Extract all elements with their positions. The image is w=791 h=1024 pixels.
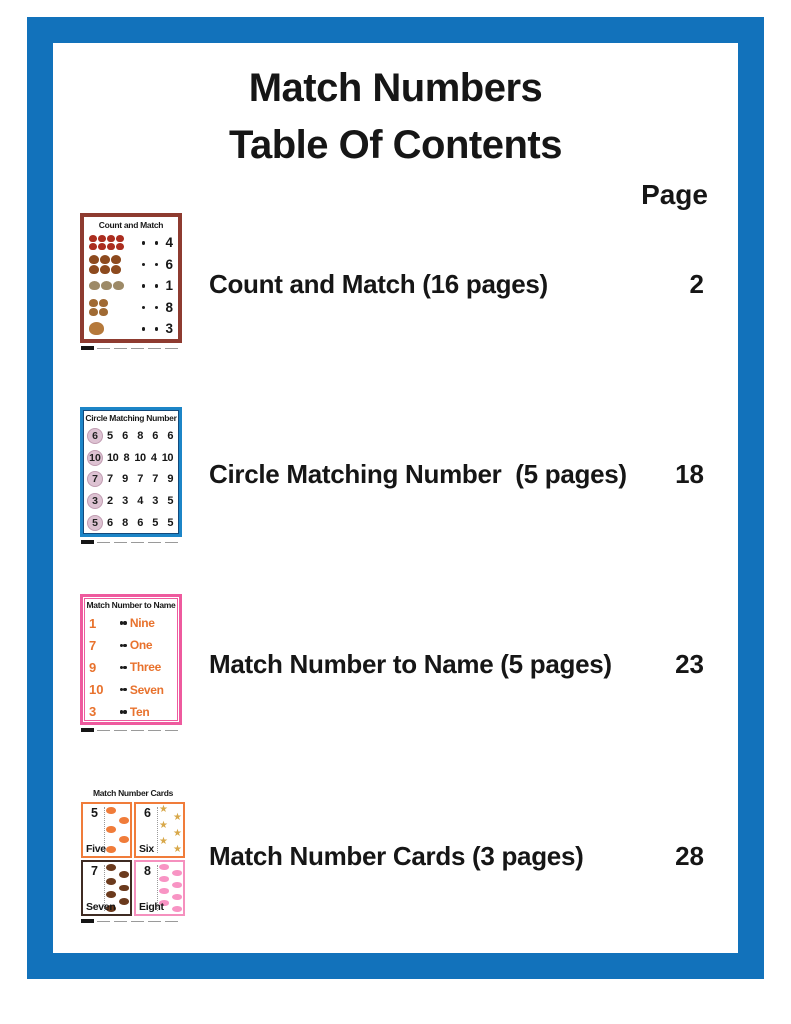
worksheet-row xyxy=(83,447,179,469)
worksheet-footer-strip xyxy=(80,346,182,350)
toc-entry-count-and-match: Count and Match (16 pages) xyxy=(209,269,548,299)
ladybug-icon xyxy=(89,235,97,242)
target-number-circle: 10 xyxy=(87,450,103,466)
page-title-line1: Match Numbers xyxy=(248,66,543,110)
teapot-icon xyxy=(99,308,108,316)
worksheet-row xyxy=(83,701,179,723)
row-number-group xyxy=(89,682,123,697)
row-name-group xyxy=(123,705,173,719)
fish-icon xyxy=(172,870,182,876)
page-column-header: Page xyxy=(641,179,708,210)
worksheet-row xyxy=(84,275,178,297)
option-number: 5 xyxy=(107,429,113,442)
hedgehog-icon xyxy=(106,891,116,898)
worksheet-footer-strip xyxy=(80,540,182,544)
row-answer-group xyxy=(155,235,173,250)
item-cluster xyxy=(89,281,125,290)
toc-entry-match-number-to-name: Match Number to Name (5 pages) xyxy=(209,649,612,679)
star-icon: ★ xyxy=(173,812,182,823)
worksheet-row xyxy=(83,612,179,634)
hedgehog-icon xyxy=(119,871,129,878)
number-label: 3 xyxy=(89,704,97,720)
number-options xyxy=(107,517,175,529)
worksheet-title: Circle Matching Number xyxy=(85,413,177,423)
hen-icon xyxy=(111,265,121,274)
option-number: 8 xyxy=(123,451,130,464)
circle-matching-number-rows xyxy=(83,425,179,534)
number-name-label: Nine xyxy=(129,616,155,631)
worksheet-row xyxy=(83,512,179,534)
page-title-line2: Table Of Contents xyxy=(229,123,562,167)
ladybug-icon xyxy=(116,235,124,242)
row-number-group xyxy=(89,660,123,675)
option-number: 9 xyxy=(167,473,173,486)
option-number: 4 xyxy=(150,451,157,464)
hen-icon xyxy=(89,265,99,274)
barrel-icon xyxy=(101,281,112,290)
target-number-circle: 6 xyxy=(87,428,103,444)
ladybug-icon xyxy=(89,243,97,250)
ladybug-icon xyxy=(98,243,106,250)
toc-page-number-match-number-to-name: 23 xyxy=(675,649,704,679)
match-dot xyxy=(142,241,146,245)
option-number: 6 xyxy=(167,429,173,442)
row-name-group xyxy=(123,616,173,630)
target-number-circle: 5 xyxy=(87,515,103,531)
ladybug-icon xyxy=(107,243,115,250)
row-name-group xyxy=(123,683,173,697)
option-number: 6 xyxy=(137,517,143,530)
match-number-to-name-worksheet-preview xyxy=(80,594,182,725)
card-word-label: Six xyxy=(139,843,154,855)
worksheet-row xyxy=(83,490,179,512)
option-number: 5 xyxy=(167,495,173,508)
ladybug-icon xyxy=(98,235,106,242)
hedgehog-icon xyxy=(106,878,116,885)
barrel-icon xyxy=(89,281,100,290)
number-label: 7 xyxy=(89,637,97,653)
fish-icon xyxy=(172,882,182,888)
toc-entry-circle-matching-number: Circle Matching Number (5 pages) xyxy=(209,459,627,489)
thumbnail-circle-matching-number xyxy=(80,407,186,544)
hedgehog-icon xyxy=(119,885,129,892)
hen-icon xyxy=(89,255,99,264)
option-number: 2 xyxy=(107,495,113,508)
match-dot xyxy=(123,621,127,625)
match-dot xyxy=(123,644,127,648)
option-number: 7 xyxy=(152,473,158,486)
match-dot xyxy=(142,306,146,310)
circle-matching-number-worksheet-preview xyxy=(80,407,182,537)
card-number-label: 8 xyxy=(144,864,151,878)
option-number: 10 xyxy=(107,451,119,464)
thumbnail-count-and-match xyxy=(80,213,186,350)
fish-icon xyxy=(172,906,182,912)
fish-icon xyxy=(119,836,129,843)
worksheet-row xyxy=(84,297,178,319)
answer-number: 3 xyxy=(165,321,173,337)
answer-number: 4 xyxy=(165,235,173,251)
fish-icon xyxy=(106,826,116,833)
worksheet-row xyxy=(83,656,179,678)
worksheet-footer-strip xyxy=(80,919,182,923)
worksheet-row xyxy=(83,679,179,701)
option-number: 6 xyxy=(152,429,158,442)
row-number-group xyxy=(89,616,123,631)
worksheet-row xyxy=(83,425,179,447)
number-options xyxy=(107,473,175,485)
fish-icon xyxy=(106,807,116,814)
row-items-group xyxy=(89,255,145,274)
row-items-group xyxy=(89,235,145,250)
number-name-label: Seven xyxy=(129,682,164,697)
item-cluster xyxy=(89,255,122,274)
ladybug-icon xyxy=(107,235,115,242)
count-and-match-rows xyxy=(84,232,178,340)
toc-entry-match-number-cards: Match Number Cards (3 pages) xyxy=(209,841,584,871)
worksheet-title: Match Number Cards xyxy=(92,788,174,798)
target-number-circle: 3 xyxy=(87,493,103,509)
match-number-cards-worksheet-preview xyxy=(80,787,186,916)
match-number-cards-grid xyxy=(80,802,186,916)
thumbnail-match-number-cards xyxy=(80,787,186,923)
worksheet-title: Match Number to Name xyxy=(86,600,176,610)
row-number-group xyxy=(89,704,123,719)
hedgehog-icon xyxy=(106,864,116,871)
option-number: 5 xyxy=(152,517,158,530)
number-options xyxy=(107,430,175,442)
worksheet-title: Count and Match xyxy=(98,220,164,230)
barrel-icon xyxy=(113,281,124,290)
answer-number: 8 xyxy=(165,299,173,315)
option-number: 3 xyxy=(152,495,158,508)
fish-icon xyxy=(172,894,182,900)
card-item-cluster xyxy=(159,806,182,854)
card-item-cluster xyxy=(106,806,129,854)
number-name-label: Ten xyxy=(129,704,150,719)
toc-page-number-match-number-cards: 28 xyxy=(675,841,704,871)
card-word-label: Seven xyxy=(86,901,116,913)
match-dot xyxy=(155,284,159,288)
number-card xyxy=(81,860,132,916)
hen-icon xyxy=(100,255,110,264)
fish-icon xyxy=(106,846,116,853)
option-number: 4 xyxy=(137,495,143,508)
fish-icon xyxy=(119,817,129,824)
number-label: 9 xyxy=(89,659,97,675)
thumbnail-match-number-to-name xyxy=(80,594,186,732)
teapot-icon xyxy=(99,299,108,307)
number-card xyxy=(134,802,185,858)
item-cluster xyxy=(89,235,125,250)
answer-number: 6 xyxy=(165,256,173,272)
star-icon: ★ xyxy=(173,828,182,839)
worksheet-row xyxy=(83,634,179,656)
match-dot xyxy=(155,263,159,267)
row-name-group xyxy=(123,638,173,652)
option-number: 6 xyxy=(122,429,128,442)
monkey-icon xyxy=(89,322,104,335)
card-number-label: 5 xyxy=(91,806,98,820)
row-answer-group xyxy=(155,300,173,315)
number-options xyxy=(107,452,175,464)
ladybug-icon xyxy=(116,243,124,250)
match-dot xyxy=(123,666,127,670)
match-dot xyxy=(123,710,127,714)
match-dot xyxy=(155,327,159,331)
star-icon: ★ xyxy=(159,820,168,831)
match-dot xyxy=(155,241,159,245)
row-answer-group xyxy=(155,257,173,272)
match-dot xyxy=(123,688,127,692)
number-card xyxy=(81,802,132,858)
option-number: 5 xyxy=(167,517,173,530)
match-dot xyxy=(155,306,159,310)
card-word-label: Five xyxy=(86,843,106,855)
match-dot xyxy=(142,263,146,267)
worksheet-row xyxy=(84,254,178,276)
item-cluster xyxy=(89,299,109,316)
target-number-circle: 7 xyxy=(87,471,103,487)
number-card xyxy=(134,860,185,916)
hedgehog-icon xyxy=(119,898,129,905)
option-number: 3 xyxy=(122,495,128,508)
answer-number: 1 xyxy=(165,278,173,294)
match-number-to-name-rows xyxy=(83,612,179,723)
worksheet-row xyxy=(84,232,178,254)
fish-icon xyxy=(159,888,169,894)
page-title xyxy=(0,60,791,174)
number-label: 1 xyxy=(89,615,97,631)
worksheet-footer-strip xyxy=(80,728,182,732)
toc-page-number-circle-matching-number: 18 xyxy=(675,459,704,489)
option-number: 7 xyxy=(137,473,143,486)
star-icon: ★ xyxy=(159,836,168,847)
row-name-group xyxy=(123,660,173,674)
number-name-label: Three xyxy=(129,660,162,675)
worksheet-row xyxy=(83,469,179,491)
option-number: 8 xyxy=(137,429,143,442)
teapot-icon xyxy=(89,308,98,316)
star-icon: ★ xyxy=(159,804,168,815)
star-icon: ★ xyxy=(173,844,182,855)
count-and-match-worksheet-preview xyxy=(80,213,182,343)
card-word-label: Eight xyxy=(139,901,164,913)
row-number-group xyxy=(89,638,123,653)
row-items-group xyxy=(89,299,145,316)
option-number: 7 xyxy=(107,473,113,486)
match-dot xyxy=(142,284,146,288)
number-name-label: One xyxy=(129,638,153,653)
option-number: 6 xyxy=(107,517,113,530)
row-answer-group xyxy=(155,278,173,293)
option-number: 8 xyxy=(122,517,128,530)
card-number-label: 7 xyxy=(91,864,98,878)
item-cluster xyxy=(89,322,105,335)
toc-page-number-count-and-match: 2 xyxy=(689,269,704,299)
row-items-group xyxy=(89,281,145,290)
fish-icon xyxy=(159,876,169,882)
worksheet-row xyxy=(84,318,178,340)
row-answer-group xyxy=(155,321,173,336)
fish-icon xyxy=(159,864,169,870)
card-dotted-divider xyxy=(157,807,158,853)
hen-icon xyxy=(111,255,121,264)
number-options xyxy=(107,495,175,507)
option-number: 10 xyxy=(161,451,173,464)
teapot-icon xyxy=(89,299,98,307)
option-number: 10 xyxy=(134,451,146,464)
match-dot xyxy=(142,327,146,331)
option-number: 9 xyxy=(122,473,128,486)
hen-icon xyxy=(100,265,110,274)
card-number-label: 6 xyxy=(144,806,151,820)
row-items-group xyxy=(89,322,145,335)
number-label: 10 xyxy=(89,682,104,698)
